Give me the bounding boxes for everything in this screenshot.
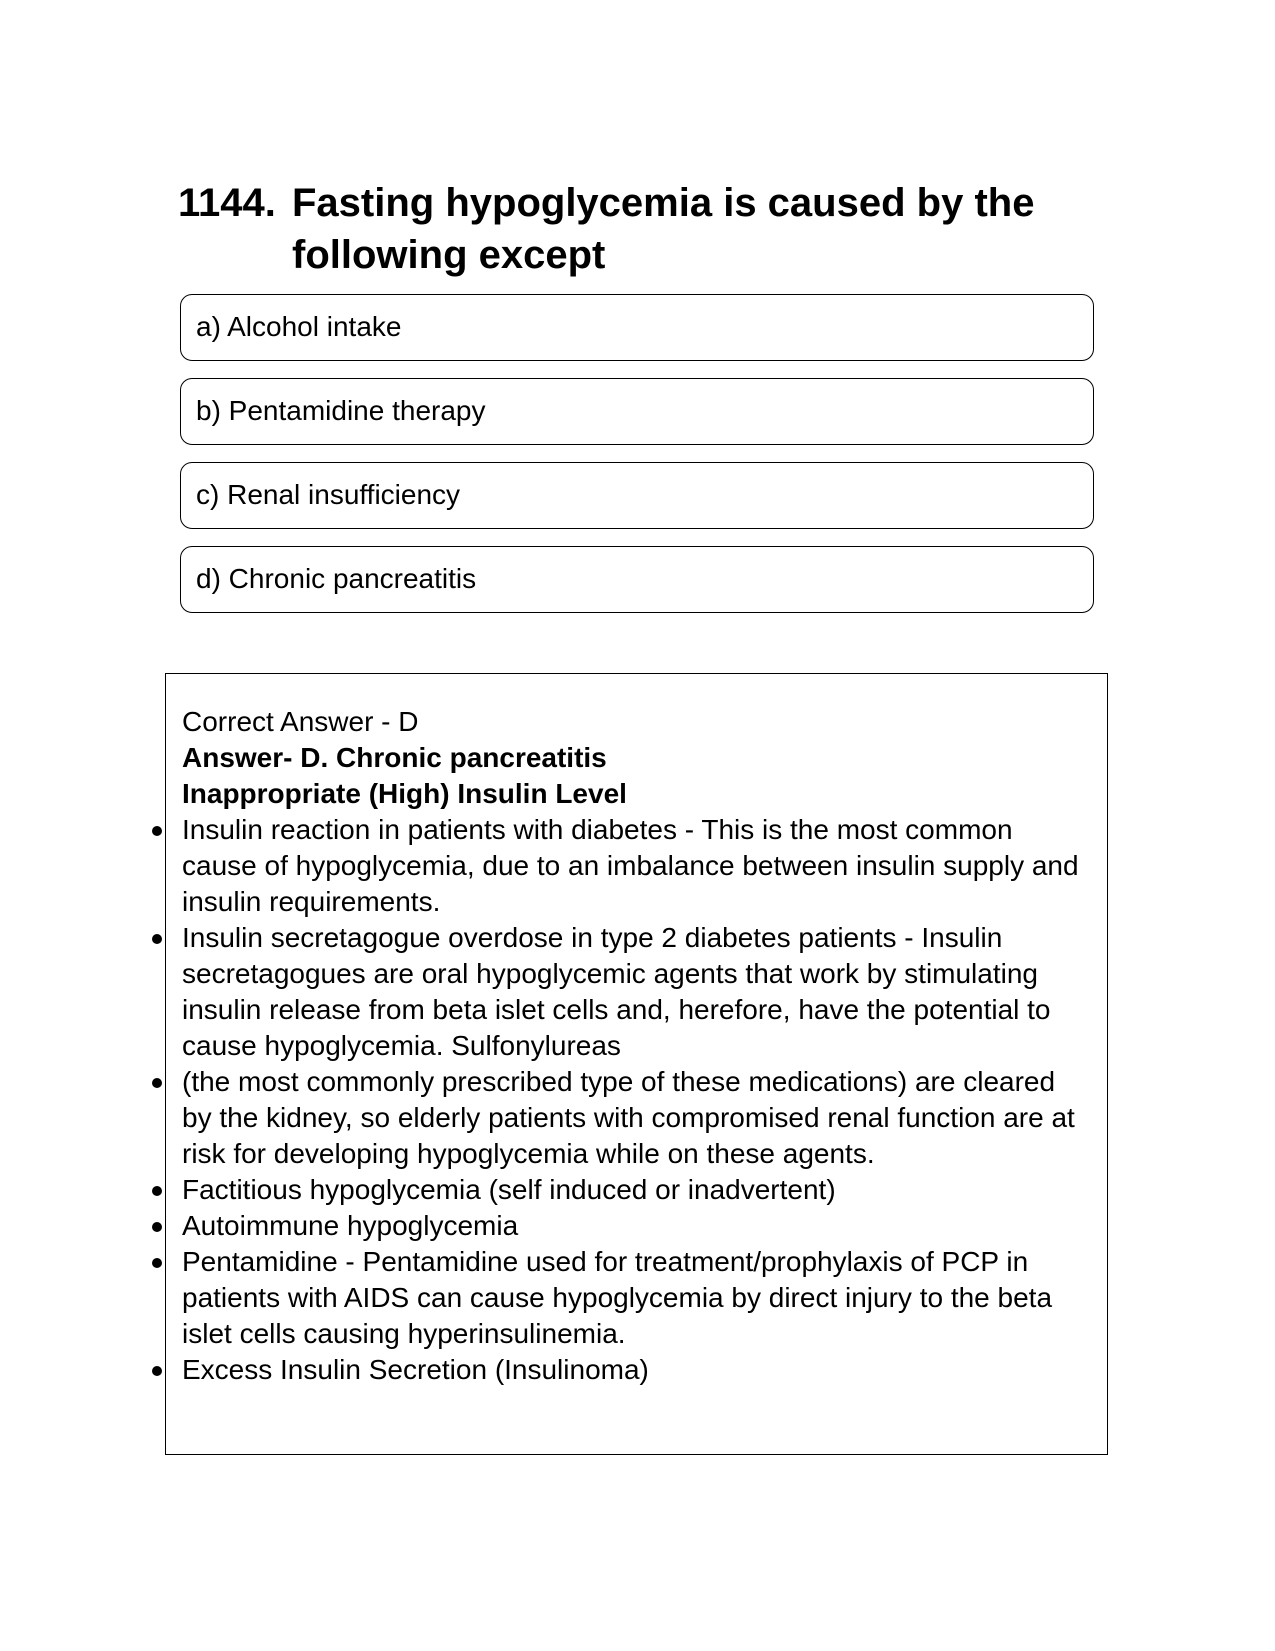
answer-explanation [182,704,1092,1388]
answer-heading: Answer- D. Chronic pancreatitis [182,742,607,773]
list-item: Insulin reaction in patients with diabetes - This is the most common cause of hypoglycemia, due to an imbalance between insulin supply and insulin requirements. [182,812,1092,920]
explanation-list [182,812,1092,1388]
list-item: Insulin secretagogue overdose in type 2 diabetes patients - Insulin secretagogues are oral hypoglycemic agents that work by stimulating insulin release from beta islet cells and, herefore, have the potential to cause hypoglycemia. Sulfonylureas [182,920,1092,1064]
answer-subheading: Inappropriate (High) Insulin Level [182,778,627,809]
list-item: (the most commonly prescribed type of these medications) are cleared by the kidney, so elderly patients with compromised renal function are at risk for developing hypoglycemia while on these agents. [182,1064,1092,1172]
question-number: 1144. [178,181,276,225]
correct-answer: Correct Answer - D [182,706,419,737]
option-b[interactable]: b) Pentamidine therapy [180,378,1094,445]
list-item: Excess Insulin Secretion (Insulinoma) [182,1352,1092,1388]
option-d[interactable]: d) Chronic pancreatitis [180,546,1094,613]
question-text: Fasting hypoglycemia is caused by the following except [292,181,1035,277]
list-item: Autoimmune hypoglycemia [182,1208,1092,1244]
list-item: Factitious hypoglycemia (self induced or inadvertent) [182,1172,1092,1208]
option-c[interactable]: c) Renal insufficiency [180,462,1094,529]
list-item: Pentamidine - Pentamidine used for treatment/prophylaxis of PCP in patients with AIDS can cause hypoglycemia by direct injury to the beta islet cells causing hyperinsulinemia. [182,1244,1092,1352]
option-a[interactable]: a) Alcohol intake [180,294,1094,361]
